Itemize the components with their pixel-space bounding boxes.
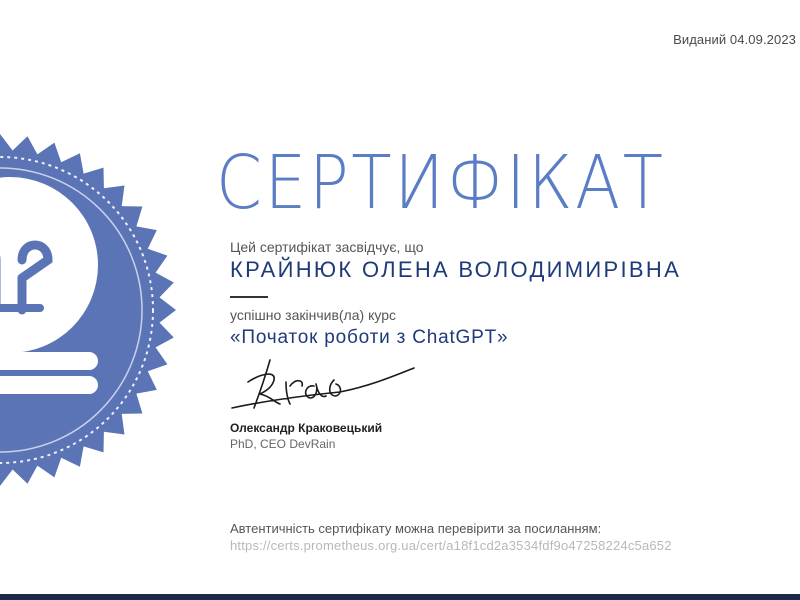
course-name: «Початок роботи з ChatGPT» (230, 327, 509, 348)
certifies-text: Цей сертифікат засвідчує, що (230, 239, 424, 255)
verification-text: Автентичність сертифікату можна перевірити за посиланням: (230, 521, 602, 536)
bottom-bar (0, 594, 800, 600)
certificate-title: СЕРТИФІКАТ (216, 140, 666, 226)
signer-name: Олександр Краковецький (230, 421, 383, 435)
verification-link[interactable]: https://certs.prometheus.org.ua/cert/a18f1cd2a3534fdf9o47258224c5a652 (230, 538, 672, 553)
rosette-seal-icon (0, 110, 200, 510)
handwritten-signature (230, 352, 420, 418)
recipient-name: КРАЙНЮК ОЛЕНА ВОЛОДИМИРІВНА (230, 257, 682, 282)
completed-text: успішно закінчив(ла) курс (230, 307, 396, 323)
divider (230, 296, 268, 298)
signer-role: PhD, CEO DevRain (230, 437, 336, 451)
issue-date: Виданий 04.09.2023 (673, 32, 796, 47)
